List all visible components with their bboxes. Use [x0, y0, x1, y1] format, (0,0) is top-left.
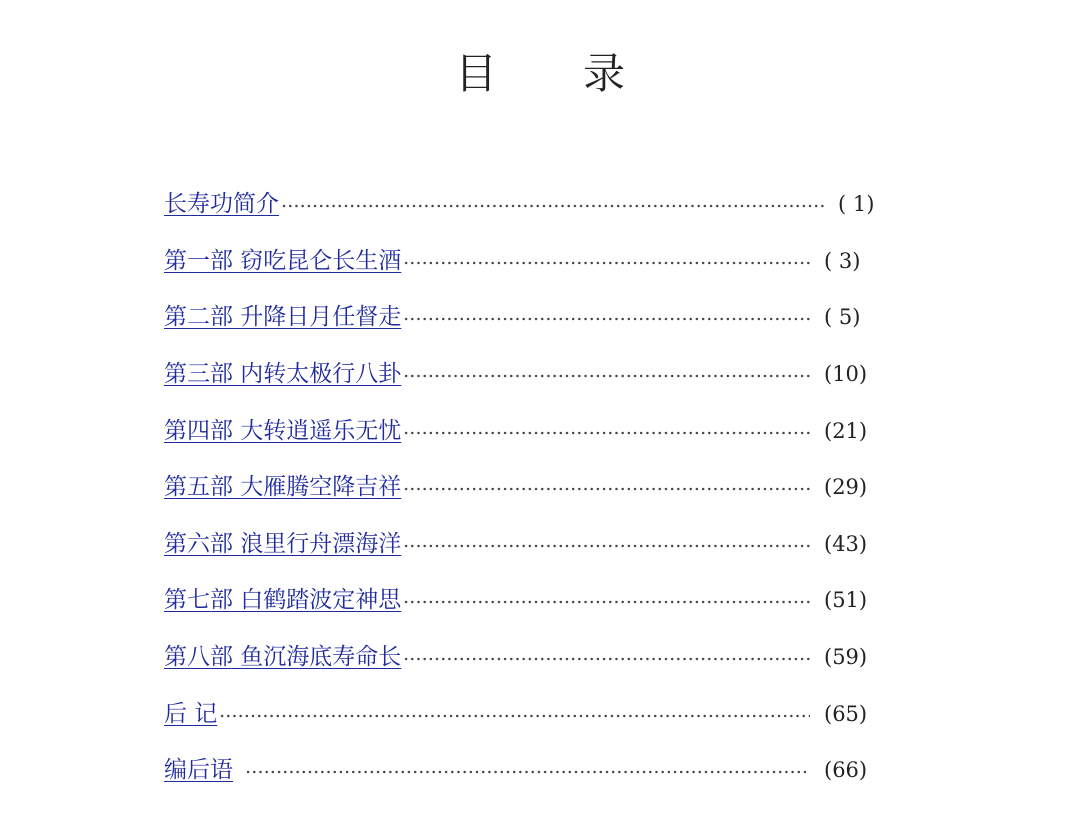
- page-number: (65): [824, 701, 868, 726]
- dot-leader: [219, 714, 810, 718]
- toc-entry: [164, 459, 884, 516]
- toc-entry: [164, 629, 884, 686]
- page-number: (59): [824, 645, 868, 670]
- toc-entry: [164, 346, 884, 403]
- page-number: ( 1): [838, 192, 875, 217]
- dot-leader: [245, 770, 810, 774]
- toc-entry: [164, 176, 884, 233]
- page-number: (51): [824, 588, 868, 613]
- dot-leader: [403, 261, 810, 265]
- page-title: 目 录: [454, 49, 647, 98]
- toc-link-part-5[interactable]: 第五部 大雁腾空降吉祥: [164, 474, 402, 501]
- page-number: ( 5): [824, 305, 861, 330]
- page-number: (10): [824, 362, 868, 387]
- toc-link-part-6[interactable]: 第六部 浪里行舟漂海洋: [164, 530, 402, 557]
- page-number: (21): [824, 418, 868, 443]
- toc-link-part-7[interactable]: 第七部 白鹤踏波定神思: [164, 587, 402, 614]
- toc-link-part-4[interactable]: 第四部 大转逍遥乐无忧: [164, 417, 402, 444]
- page-number: (43): [824, 531, 868, 556]
- page-number: ( 3): [824, 248, 861, 273]
- toc-link-part-8[interactable]: 第八部 鱼沉海底寿命长: [164, 644, 402, 671]
- page-number: (29): [824, 475, 868, 500]
- table-of-contents: [164, 176, 884, 799]
- toc-entry: [164, 685, 884, 742]
- toc-link-part-1[interactable]: 第一部 窃吃昆仑长生酒: [164, 247, 402, 274]
- page-number: (66): [824, 758, 868, 783]
- toc-entry: [164, 572, 884, 629]
- toc-link-intro[interactable]: 长寿功简介: [164, 191, 279, 218]
- dot-leader: [403, 487, 810, 491]
- toc-link-part-3[interactable]: 第三部 内转太极行八卦: [164, 361, 402, 388]
- toc-entry: [164, 289, 884, 346]
- toc-link-editors-note[interactable]: 编后语: [164, 757, 233, 784]
- toc-link-afterword[interactable]: 后 记: [164, 700, 218, 727]
- toc-entry: [164, 233, 884, 290]
- toc-entry: [164, 742, 884, 799]
- dot-leader: [403, 431, 810, 435]
- dot-leader: [403, 657, 810, 661]
- dot-leader: [403, 600, 810, 604]
- dot-leader: [403, 544, 810, 548]
- dot-leader: [403, 317, 810, 321]
- dot-leader: [281, 204, 824, 208]
- toc-entry: [164, 402, 884, 459]
- dot-leader: [403, 374, 810, 378]
- toc-entry: [164, 516, 884, 573]
- toc-link-part-2[interactable]: 第二部 升降日月任督走: [164, 304, 402, 331]
